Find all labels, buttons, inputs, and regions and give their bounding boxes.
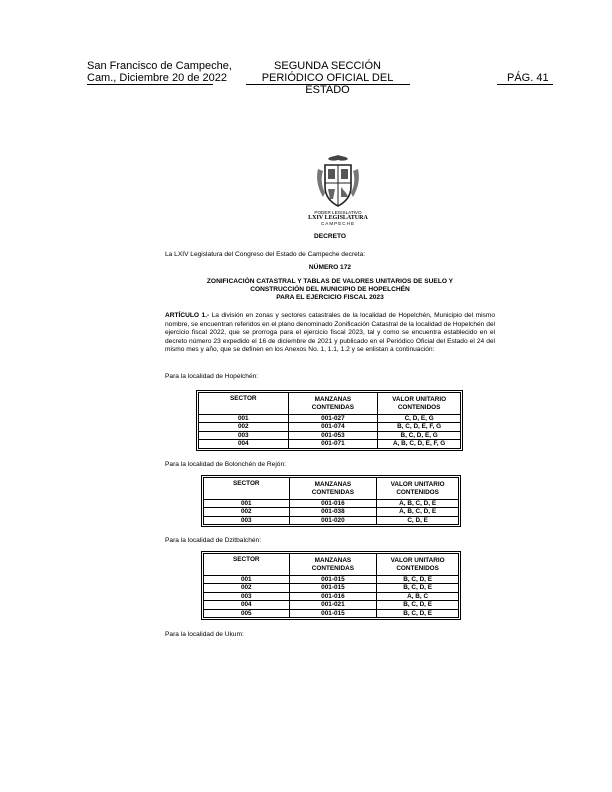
table-row [204,516,459,524]
header-date: Cam., Diciembre 20 de 2022 [87,72,228,84]
cell-valor: B, C, D, E [377,601,459,609]
article-1-paragraph [165,312,495,355]
cell-valor: B, C, D, E [377,576,459,584]
header-valor-line-1: VALOR UNITARIO [390,556,445,564]
cell-valor: C, D, E, G [378,415,461,423]
decree-heading-line-3: PARA EL EJERCICIO FISCAL 2023 [276,294,384,302]
locality-label-hopelchen: Para la localidad de Hopelchén: [165,373,259,380]
cell-manzanas: 001-027 [288,415,378,423]
cell-valor: B, C, D, E, F, G [378,423,461,431]
locality-label-ukum: Para la localidad de Ukum: [165,631,244,638]
cell-manzanas: 001-038 [289,508,377,516]
header-valor [377,478,459,500]
table-row [204,592,459,600]
cell-sector: 001 [204,500,290,508]
decree-heading [165,278,495,303]
cell-valor: A, B, C, D, E, F, G [378,440,461,448]
header-manzanas-line-2: CONTENIDAS [311,488,355,496]
header-newspaper: PERIÓDICO OFICIAL DEL ESTADO [261,72,394,96]
table-row [204,576,459,584]
header-manzanas [288,393,378,415]
header-manzanas [289,554,377,576]
cell-manzanas: 001-015 [289,609,377,617]
header-valor-line-2: CONTENIDOS [396,564,439,572]
cell-sector: 003 [204,516,290,524]
header-sector: SECTOR [199,393,289,415]
cell-sector: 003 [204,592,290,600]
header-valor-line-2: CONTENIDOS [397,403,441,411]
header-sector: SECTOR [204,478,290,500]
cell-sector: 001 [204,576,290,584]
logo-line-3: CAMPECHE [320,221,356,226]
table-row [199,431,461,439]
cell-valor: C, D, E [377,516,459,524]
table-row [204,500,459,508]
header-page-number: PÁG. 41 [507,72,549,84]
locality-label-dzitbalchen: Para la localidad de Dzitbalchén: [165,537,262,544]
cell-manzanas: 001-020 [289,516,377,524]
table-bolonchen [203,477,459,525]
decree-number: NÚMERO 172 [308,264,352,271]
table-header-row [204,478,459,500]
cell-manzanas: 001-015 [289,576,377,584]
table-row [204,601,459,609]
decree-heading-line-2: CONSTRUCCIÓN DEL MUNICIPIO DE HOPELCHÉN [250,286,410,294]
cell-valor: A, B, C [377,592,459,600]
cell-manzanas: 001-021 [289,601,377,609]
decree-intro: La LXIV Legislatura del Congreso del Estado de Campeche decreta: [165,251,366,258]
header-rule-left [87,84,213,85]
table-header-row [204,554,459,576]
cell-valor: B, C, D, E [377,584,459,592]
header-manzanas-line-1: MANZANAS [314,556,352,564]
cell-manzanas: 001-071 [288,440,378,448]
header-manzanas-line-2: CONTENIDAS [311,564,355,572]
cell-valor: A, B, C, D, E [377,500,459,508]
cell-manzanas: 001-053 [288,431,378,439]
logo-line-1: PODER LEGISLATIVO [314,210,362,215]
table-hopelchen [198,392,461,449]
header-manzanas-line-1: MANZANAS [314,480,352,488]
cell-sector: 002 [204,584,290,592]
cell-manzanas: 001-016 [289,500,377,508]
article-1-label: ARTÍCULO 1.- [165,312,210,319]
header-manzanas-line-1: MANZANAS [314,395,352,403]
header-valor [378,393,461,415]
logo-line-2: LXIV LEGISLATURA [308,215,368,221]
cell-sector: 002 [199,423,289,431]
table-row [199,415,461,423]
cell-valor: B, C, D, E [377,609,459,617]
table-row [199,423,461,431]
header-valor-line-1: VALOR UNITARIO [390,480,445,488]
header-valor-line-2: CONTENIDOS [396,488,439,496]
header-sector: SECTOR [204,554,290,576]
table-header-row [199,393,461,415]
header-city: San Francisco de Campeche, [87,60,232,72]
coat-of-arms-logo [313,153,363,209]
header-manzanas [289,478,377,500]
table-row [204,508,459,516]
header-rule-right [497,84,553,85]
header-rule-center [246,84,410,85]
cell-sector: 001 [199,415,289,423]
cell-valor: A, B, C, D, E [377,508,459,516]
cell-sector: 004 [204,601,290,609]
table-row [204,609,459,617]
cell-valor: B, C, D, E, G [378,431,461,439]
cell-manzanas: 001-016 [289,592,377,600]
article-1-text: La división en zonas y sectores catastrales de la localidad de Hopelchén, Municipio del mismo nombre, se encuentran referidos en el plano denominado Zonificación Catastral de la localidad de Hopelchén del ejercicio fiscal 2022, que se prorroga para el ejercicio fiscal 2023, tal y como se encuentra establecido en el decreto número 23 expedido el 16 de diciembre de 2021 y publicado en el Periódico Oficial del Estado el 24 del mismo mes y año, que se definen en los Anexos No. 1, 1.1, 1.2 y se enlistan a continuación: [165,312,496,354]
cell-manzanas: 001-015 [289,584,377,592]
decree-title: DECRETO [313,233,347,240]
locality-label-bolonchen: Para la localidad de Bolonchén de Rejón: [165,461,286,468]
cell-sector: 004 [199,440,289,448]
table-row [204,584,459,592]
header-manzanas-line-2: CONTENIDAS [311,403,355,411]
cell-sector: 002 [204,508,290,516]
header-section: SEGUNDA SECCIÓN [274,60,381,72]
header-valor [377,554,459,576]
cell-manzanas: 001-074 [288,423,378,431]
decree-heading-line-1: ZONIFICACIÓN CATASTRAL Y TABLAS DE VALORES UNITARIOS DE SUELO Y [206,278,454,285]
cell-sector: 005 [204,609,290,617]
table-row [199,440,461,448]
header-valor-line-1: VALOR UNITARIO [392,395,447,403]
table-dzitbalchen [203,553,459,618]
cell-sector: 003 [199,431,289,439]
